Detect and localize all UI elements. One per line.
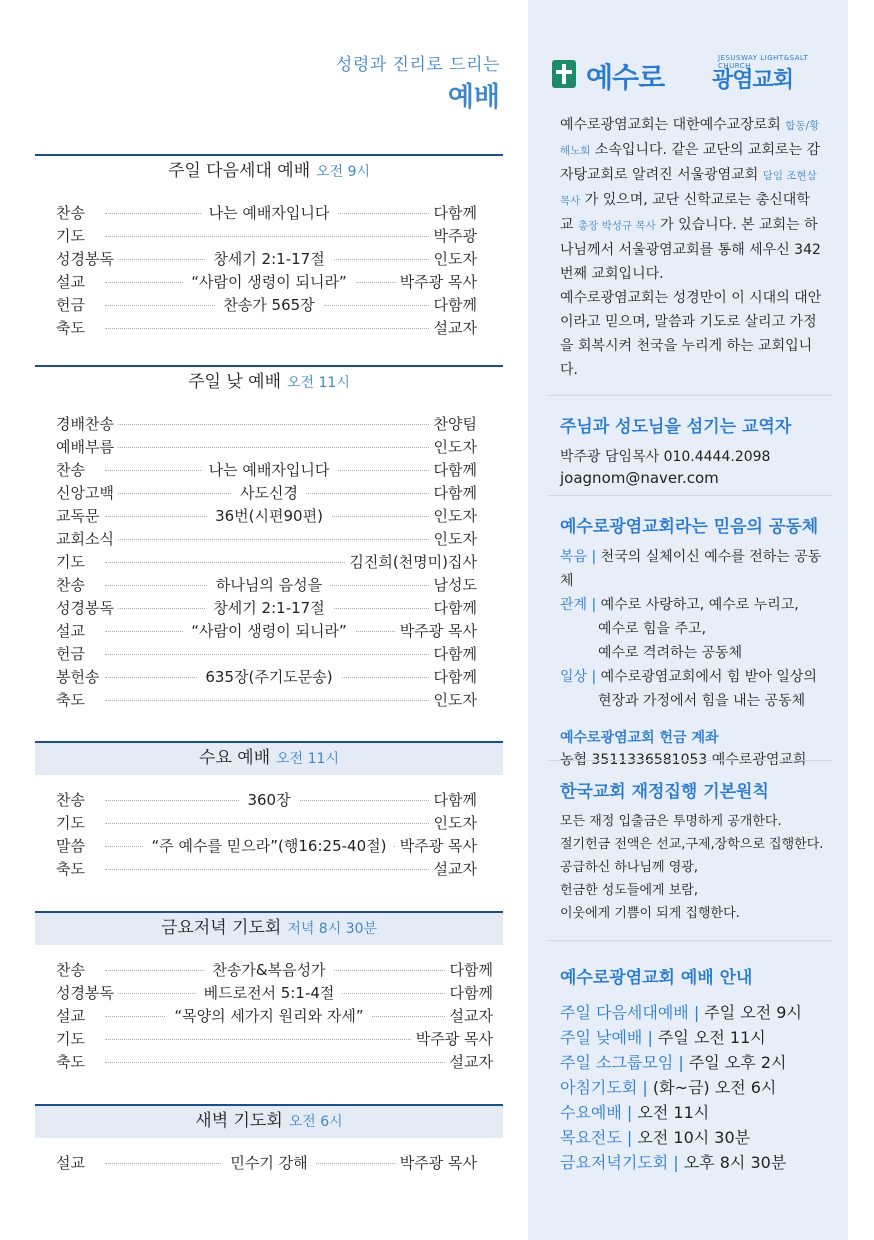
- order-row: [35, 503, 503, 526]
- service-time: 오후 8시 30분: [678, 1153, 787, 1172]
- order-item-content: 사도신경: [35, 482, 503, 503]
- section-title: 수요 예배: [199, 748, 271, 768]
- order-item-leader: 설교자: [446, 1005, 493, 1026]
- order-item-leader: 김진희(천명미)집사: [345, 551, 477, 572]
- service-item: [560, 1075, 832, 1100]
- leader-dots: [105, 424, 473, 425]
- order-item-leader: 박주광 목사: [396, 271, 477, 292]
- order-item-leader: 박주광 목사: [396, 620, 477, 641]
- order-item-leader: 박주광 목사: [396, 835, 477, 856]
- leader-dots: [105, 700, 473, 701]
- order-row: [35, 526, 503, 549]
- order-item-leader: 설교자: [446, 1051, 493, 1072]
- order-row: [35, 595, 503, 618]
- order-item-label: 찬송: [56, 459, 89, 480]
- section-title: 주일 다음세대 예배: [167, 161, 311, 181]
- order-row: [35, 1049, 503, 1072]
- finance-section: [548, 760, 832, 925]
- staff-title: 주님과 성도님을 섬기는 교역자: [560, 417, 792, 437]
- community-values: [548, 545, 832, 713]
- order-row: [35, 1003, 503, 1026]
- order-item-label: 말씀: [56, 835, 89, 856]
- order-row: [35, 810, 503, 833]
- order-item-label: 헌금: [56, 294, 89, 315]
- order-item-content: 360장: [35, 789, 503, 810]
- order-row: [35, 411, 503, 434]
- service-item: [560, 1100, 832, 1125]
- value-key: 일상 |: [560, 669, 597, 685]
- service-item: [560, 1000, 832, 1025]
- order-item-leader: 인도자: [430, 436, 477, 457]
- intro-text: 예수로광염교회는 대한예수교장로회: [560, 117, 786, 133]
- intro-text: 소속입니다. 같은 교단의 교회로는 감자탕교회로 알려진 서울광염교회: [560, 142, 820, 183]
- finance-line: 모든 재정 입출금은 투명하게 공개한다.: [560, 814, 782, 829]
- order-item-label: 축도: [56, 1051, 89, 1072]
- intro-note: 총장 박성규 목사: [577, 220, 656, 232]
- order-list: [35, 411, 503, 710]
- order-item-content: “주 예수를 믿으라”(행16:25-40절): [35, 835, 503, 856]
- service-name: 목요전도 |: [560, 1128, 633, 1147]
- order-item-leader: 다함께: [430, 643, 477, 664]
- service-name: 주일 소그룹모임 |: [560, 1053, 684, 1072]
- service-time: (화~금) 오전 6시: [647, 1078, 777, 1097]
- order-list: [35, 1150, 503, 1173]
- order-item-leader: 박주광 목사: [396, 1152, 477, 1173]
- service-name: 아침기도회 |: [560, 1078, 648, 1097]
- leader-dots: [105, 823, 473, 824]
- service-time: 주일 오전 11시: [652, 1028, 766, 1047]
- church-info-panel: [528, 0, 848, 1240]
- order-row: [35, 1026, 503, 1049]
- order-item-label: 예배부름: [56, 436, 118, 457]
- order-item-content: “목양의 세가지 원리와 자세”: [35, 1005, 503, 1026]
- value-key: 복음 |: [560, 549, 597, 565]
- order-row: [35, 787, 503, 810]
- order-row: [35, 549, 503, 572]
- section-title: 새벽 기도회: [195, 1111, 283, 1131]
- service-item: [560, 1150, 832, 1175]
- intro-note: 합동/황해노회: [560, 120, 820, 157]
- logo-english: JESUSWAY LIGHT&SALT CHURCH: [718, 54, 809, 70]
- section-time: 저녁 8시 30분: [287, 921, 378, 937]
- leader-dots: [105, 236, 473, 237]
- order-item-leader: 다함께: [430, 482, 477, 503]
- order-row: [35, 664, 503, 687]
- church-logo: [552, 52, 842, 92]
- service-name: 주일 낮예배 |: [560, 1028, 653, 1047]
- order-item-label: 찬송: [56, 202, 89, 223]
- order-row: [35, 957, 503, 980]
- header-subtitle: 성령과 진리로 드리는: [335, 55, 500, 75]
- order-item-label: 경배찬송: [56, 413, 118, 434]
- service-time: 주일 오후 2시: [683, 1053, 787, 1072]
- order-item-content: 민수기 강해: [35, 1152, 503, 1173]
- order-item-label: 성경봉독: [56, 982, 118, 1003]
- community-section: [548, 495, 832, 772]
- order-row: [35, 434, 503, 457]
- order-item-content: 635장(주기도문송): [35, 666, 503, 687]
- community-title: 예수로광염교회라는 믿음의 공동체: [560, 517, 819, 537]
- order-item-content: 베드로전서 5:1-4절: [35, 982, 503, 1003]
- value-text: 현장과 가정에서 힘을 내는 공동체: [598, 693, 806, 709]
- order-item-content: 찬송가 565장: [35, 294, 503, 315]
- leader-dots: [105, 869, 473, 870]
- order-item-content: 찬송가&복음성가: [35, 959, 503, 980]
- section-dawn-prayer: [35, 1104, 503, 1173]
- account-title: 예수로광염교회 헌금 계좌: [560, 730, 719, 746]
- community-value-item: [560, 665, 832, 713]
- order-item-content: 창세기 2:1-17절: [35, 248, 503, 269]
- service-time: 주일 오전 9시: [699, 1003, 802, 1022]
- order-item-label: 기도: [56, 1028, 89, 1049]
- order-item-content: 나는 예배자입니다: [35, 459, 503, 480]
- order-item-leader: 다함께: [430, 789, 477, 810]
- order-item-label: 설교: [56, 1152, 89, 1173]
- order-item-content: 나는 예배자입니다: [35, 202, 503, 223]
- order-item-leader: 남성도: [430, 574, 477, 595]
- leader-dots: [105, 328, 473, 329]
- leader-dots: [105, 1062, 489, 1063]
- section-sunday-worship: [35, 365, 503, 710]
- order-item-label: 기도: [56, 551, 89, 572]
- order-row: [35, 200, 503, 223]
- order-item-content: “사람이 생령이 되니라”: [35, 620, 503, 641]
- intro-text: 가 있으며, 교단 신학교로는 총신대학교: [560, 192, 810, 233]
- community-value-item: [560, 545, 832, 593]
- order-item-leader: 인도자: [430, 812, 477, 833]
- value-text: 예수로 격려하는 공동체: [598, 645, 743, 661]
- value-text: 예수로 힘을 주고,: [598, 621, 707, 637]
- service-item: [560, 1125, 832, 1150]
- order-row: [35, 687, 503, 710]
- order-row: [35, 315, 503, 338]
- section-wednesday-worship: [35, 741, 503, 879]
- section-time: 오전 11시: [287, 375, 350, 391]
- leader-dots: [105, 654, 473, 655]
- order-item-content: 36번(시편90편): [35, 505, 503, 526]
- leader-dots: [105, 539, 473, 540]
- section-heading: [35, 365, 503, 399]
- order-row: [35, 856, 503, 879]
- order-row: [35, 618, 503, 641]
- order-item-label: 교회소식: [56, 528, 118, 549]
- order-item-label: 찬송: [56, 574, 89, 595]
- section-time: 오전 9시: [316, 164, 371, 180]
- value-text: 예수로광염교회에서 힘 받아 일상의: [600, 669, 817, 685]
- order-item-content: 창세기 2:1-17절: [35, 597, 503, 618]
- order-item-label: 설교: [56, 620, 89, 641]
- order-item-label: 설교: [56, 1005, 89, 1026]
- services-title: 예수로광염교회 예배 안내: [560, 968, 753, 988]
- header-title: 예배: [447, 82, 500, 113]
- order-row: [35, 269, 503, 292]
- service-item: [560, 1025, 832, 1050]
- order-item-leader: 설교자: [430, 858, 477, 879]
- finance-principles: [548, 810, 832, 925]
- logo-name-primary: 예수로: [586, 61, 665, 94]
- order-row: [35, 641, 503, 664]
- section-next-generation-worship: [35, 154, 503, 338]
- finance-title: 한국교회 재정집행 기본원칙: [560, 782, 769, 802]
- section-title: 주일 낮 예배: [188, 372, 282, 392]
- order-item-content: 하나님의 음성을: [35, 574, 503, 595]
- service-time: 오전 11시: [632, 1103, 710, 1122]
- staff-section: [548, 395, 832, 489]
- order-row: [35, 292, 503, 315]
- section-time: 오전 6시: [288, 1114, 343, 1130]
- order-item-label: 교독문: [56, 505, 103, 526]
- church-introduction: [560, 113, 822, 382]
- order-list: [35, 787, 503, 879]
- community-value-item: [560, 593, 832, 665]
- value-text: 예수로 사랑하고, 예수로 누리고,: [600, 597, 799, 613]
- service-item: [560, 1050, 832, 1075]
- service-time: 오전 10시 30분: [632, 1128, 751, 1147]
- order-item-leader: 다함께: [446, 982, 493, 1003]
- order-row: [35, 246, 503, 269]
- staff-email[interactable]: joagnom@naver.com: [560, 469, 719, 487]
- staff-contact: 박주광 담임목사 010.4444.2098: [560, 449, 771, 465]
- order-item-label: 축도: [56, 689, 89, 710]
- section-heading: [35, 741, 503, 775]
- order-item-label: 봉헌송: [56, 666, 103, 687]
- order-row: [35, 480, 503, 503]
- logo-name-secondary: 광염교회: [712, 68, 794, 93]
- order-item-content: “사람이 생령이 되니라”: [35, 271, 503, 292]
- order-item-label: 성경봉독: [56, 597, 118, 618]
- order-item-label: 설교: [56, 271, 89, 292]
- order-item-leader: 다함께: [430, 459, 477, 480]
- order-item-leader: 다함께: [446, 959, 493, 980]
- finance-line: 이웃에게 기쁨이 되게 집행한다.: [560, 906, 740, 921]
- order-item-label: 축도: [56, 858, 89, 879]
- leader-dots: [105, 447, 473, 448]
- order-item-leader: 다함께: [430, 202, 477, 223]
- service-name: 금요저녁기도회 |: [560, 1153, 679, 1172]
- value-text: 천국의 실체이신 예수를 전하는 공동체: [560, 549, 822, 589]
- order-row: [35, 223, 503, 246]
- order-item-label: 기도: [56, 812, 89, 833]
- order-item-label: 헌금: [56, 643, 89, 664]
- services-list: [548, 1000, 832, 1175]
- intro-text: 가 있습니다. 본 교회는 하나님께서 서울광염교회를 통해 세우신 342번째 교회입니다.: [560, 217, 821, 282]
- order-item-leader: 다함께: [430, 597, 477, 618]
- order-item-leader: 박주광 목사: [412, 1028, 493, 1049]
- account-number: 농협 3511336581053 예수로광염교회: [560, 752, 807, 768]
- service-name: 주일 다음세대예배 |: [560, 1003, 700, 1022]
- services-section: [548, 940, 832, 1175]
- intro-text: 예수로광염교회는 성경만이 이 시대의 대안이라고 믿으며, 말씀과 기도로 살리고 가정을 회복시켜 천국을 누리게 하는 교회입니다.: [560, 290, 822, 378]
- order-row: [35, 833, 503, 856]
- finance-line: 헌금한 성도들에게 보람,: [560, 883, 698, 898]
- section-heading: [35, 1104, 503, 1138]
- order-item-label: 성경봉독: [56, 248, 118, 269]
- order-item-label: 축도: [56, 317, 89, 338]
- order-row: [35, 457, 503, 480]
- order-item-leader: 다함께: [430, 294, 477, 315]
- finance-line: 공급하신 하나님께 영광,: [560, 860, 698, 875]
- order-item-leader: 설교자: [430, 317, 477, 338]
- order-item-leader: 인도자: [430, 505, 477, 526]
- cross-icon: [552, 60, 576, 88]
- order-item-leader: 박주광: [430, 225, 477, 246]
- order-item-leader: 인도자: [430, 248, 477, 269]
- order-item-label: 기도: [56, 225, 89, 246]
- section-friday-prayer: [35, 911, 503, 1072]
- order-list: [35, 200, 503, 338]
- order-item-leader: 찬양팀: [430, 413, 477, 434]
- order-item-label: 신앙고백: [56, 482, 118, 503]
- order-item-leader: 인도자: [430, 689, 477, 710]
- order-row: [35, 572, 503, 595]
- order-item-label: 찬송: [56, 959, 89, 980]
- intro-note: 담임 조현삼 목사: [560, 170, 817, 207]
- order-item-leader: 인도자: [430, 528, 477, 549]
- order-row: [35, 1150, 503, 1173]
- section-time: 오전 11시: [276, 751, 339, 767]
- value-key: 관계 |: [560, 597, 597, 613]
- order-list: [35, 957, 503, 1072]
- order-row: [35, 980, 503, 1003]
- section-heading: [35, 154, 503, 188]
- order-item-label: 찬송: [56, 789, 89, 810]
- service-name: 수요예배 |: [560, 1103, 633, 1122]
- section-title: 금요저녁 기도회: [160, 918, 282, 938]
- order-item-leader: 다함께: [430, 666, 477, 687]
- section-heading: [35, 911, 503, 945]
- finance-line: 절기헌금 전액은 선교,구제,장학으로 집행한다.: [560, 837, 824, 852]
